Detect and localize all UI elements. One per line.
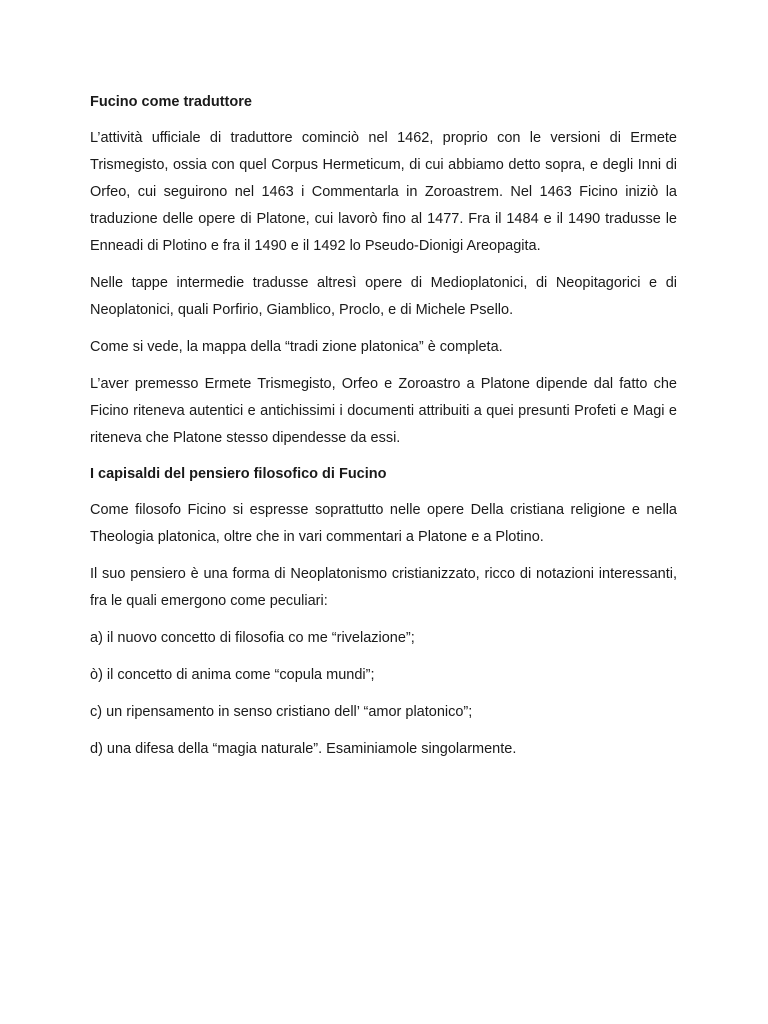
paragraph-intermediate-stages: Nelle tappe intermedie tradusse altresì opere di Medioplatonici, di Neopitagorici e di Neoplatonici, quali Porfirio, Giamblico, Proclo, e di Michele Psello.	[90, 275, 677, 318]
list-item-b: ò) il concetto di anima come “copula mundi”;	[90, 667, 375, 683]
section-heading-philosophy: I capisaldi del pensiero filosofico di Fucino	[90, 466, 387, 482]
section-heading-translator: Fucino come traduttore	[90, 94, 252, 110]
paragraph-neoplatonism: Il suo pensiero è una forma di Neoplatonismo cristianizzato, ricco di notazioni interessanti, fra le quali emergono come peculiari:	[90, 566, 677, 609]
document-page	[90, 90, 677, 773]
paragraph-prophets-magi: L’aver premesso Ermete Trismegisto, Orfeo e Zoroastro a Platone dipende dal fatto che Ficino riteneva autentici e antichissimi i documenti attribuiti a quei presunti Profeti e Magi e riteneva che Platone stesso dipendesse da essi.	[90, 376, 677, 446]
paragraph-translation-activity: L’attività ufficiale di traduttore cominciò nel 1462, proprio con le versioni di Ermete Trismegisto, ossia con quel Corpus Hermeticum, di cui abbiamo detto sopra, e degli Inni di Orfeo, cui seguirono nel 1463 i Commentarla in Zoroastrem. Nel 1463 Ficino iniziò la traduzione delle opere di Platone, cui lavorò fino al 1477. Fra il 1484 e il 1490 tradusse le Enneadi di Plotino e fra il 1490 e il 1492 lo Pseudo-Dionigi Areopagita.	[90, 130, 677, 254]
list-item-a: a) il nuovo concetto di filosofia co me “rivelazione”;	[90, 630, 415, 646]
list-item-c: c) un ripensamento in senso cristiano dell’ “amor platonico”;	[90, 704, 473, 720]
paragraph-platonic-map: Come si vede, la mappa della “tradi zione platonica” è completa.	[90, 339, 503, 355]
paragraph-philosopher-works: Come filosofo Ficino si espresse soprattutto nelle opere Della cristiana religione e nella Theologia platonica, oltre che in vari commentari a Platone e a Plotino.	[90, 502, 677, 545]
list-item-d: d) una difesa della “magia naturale”. Esaminiamole singolarmente.	[90, 741, 517, 757]
